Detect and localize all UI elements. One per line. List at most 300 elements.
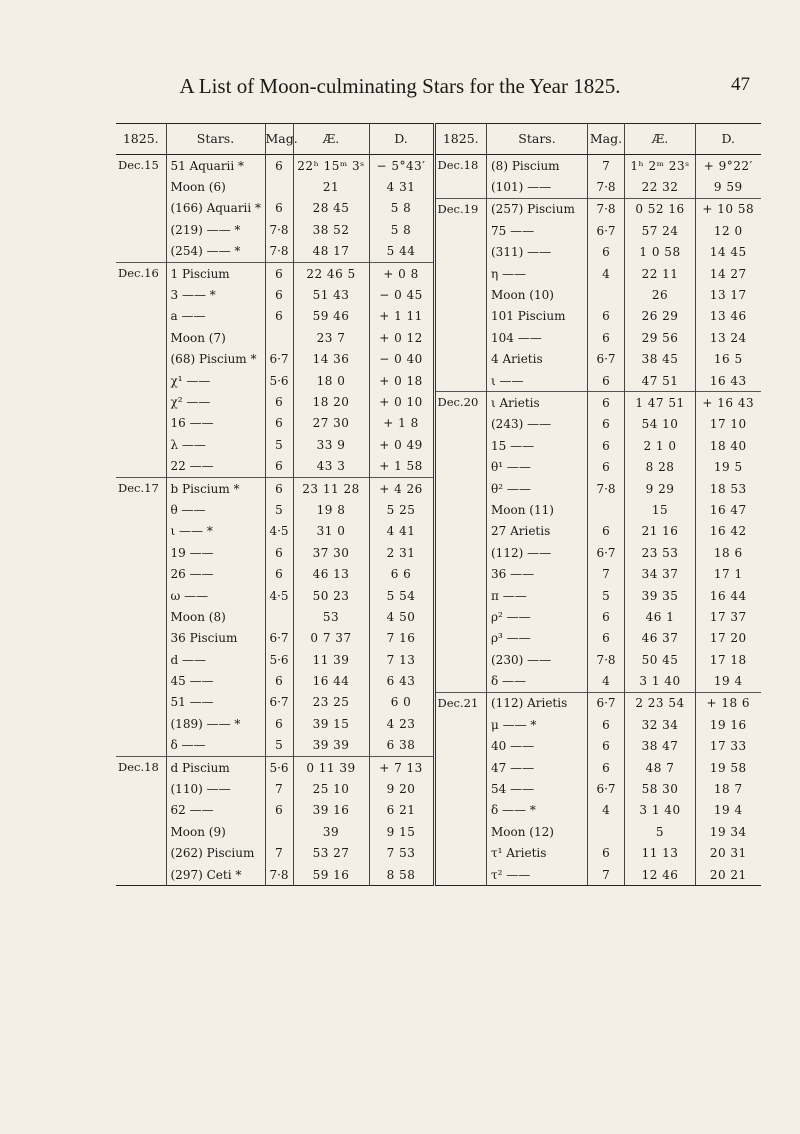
date-cell — [436, 649, 487, 670]
table-row — [116, 219, 434, 240]
magnitude-cell — [265, 606, 293, 627]
table-row — [116, 241, 434, 263]
date-cell — [116, 735, 166, 757]
star-name-cell: θ —— — [166, 499, 265, 520]
declination-cell: 4 50 — [386, 609, 416, 624]
magnitude-cell: 6 — [588, 327, 625, 348]
magnitude-cell — [265, 327, 293, 348]
header-stars: Stars. — [166, 124, 265, 155]
right-ascension-cell: 37 30 — [293, 542, 369, 563]
table-row — [436, 306, 761, 327]
declination-cell: 20 21 — [696, 864, 761, 886]
star-name-cell: b Piscium * — [166, 477, 265, 499]
magnitude-cell — [588, 284, 625, 305]
declination-cell: 13 17 — [709, 288, 747, 303]
star-name-cell: (257) Piscium — [487, 198, 588, 220]
star-name-cell: d —— — [166, 649, 265, 670]
declination-cell: 4 41 — [386, 524, 416, 539]
right-ascension-cell: 46 37 — [625, 628, 696, 649]
star-name-cell: (254) —— * — [166, 241, 265, 263]
right-ascension-cell: 22 32 — [625, 176, 696, 198]
table-row — [116, 434, 434, 455]
date-cell — [436, 778, 487, 799]
star-name-cell: 4 Arietis — [487, 349, 588, 370]
declination-cell: 7 53 — [386, 846, 416, 861]
right-ascension-cell: 27 30 — [293, 413, 369, 434]
star-name-cell: δ —— * — [487, 800, 588, 821]
declination-cell: 9 59 — [713, 180, 743, 195]
star-name-cell: (230) —— — [487, 649, 588, 670]
date-cell — [116, 800, 166, 821]
table-row — [436, 456, 761, 477]
declination-cell: + 16 43 — [696, 392, 761, 414]
right-ascension-cell: 50 45 — [625, 649, 696, 670]
star-name-cell: ι Arietis — [487, 392, 588, 414]
star-name-cell: Moon (8) — [166, 606, 265, 627]
star-name-cell: (166) Aquarii * — [166, 198, 265, 219]
date-cell — [116, 198, 166, 219]
right-ascension-cell: 39 35 — [625, 585, 696, 606]
magnitude-cell: 6 — [265, 198, 293, 219]
magnitude-cell: 6·7 — [588, 778, 625, 799]
magnitude-cell — [588, 499, 625, 520]
right-ascension-cell: 48 17 — [293, 241, 369, 263]
declination-cell: 4 23 — [386, 716, 416, 731]
star-name-cell: θ² —— — [487, 478, 588, 499]
date-cell — [436, 736, 487, 757]
declination-cell: + 0 10 — [379, 394, 423, 409]
star-name-cell: τ² —— — [487, 864, 588, 886]
right-ascension-cell: 9 29 — [625, 478, 696, 499]
date-cell — [116, 499, 166, 520]
magnitude-cell: 6 — [588, 757, 625, 778]
table-row — [116, 756, 434, 778]
star-name-cell: 51 Aquarii * — [166, 155, 265, 177]
magnitude-cell: 6 — [588, 521, 625, 542]
right-ascension-cell: 32 34 — [625, 714, 696, 735]
declination-cell: + 0 18 — [379, 373, 423, 388]
star-name-cell: (311) —— — [487, 242, 588, 263]
star-name-cell: 62 —— — [166, 800, 265, 821]
date-cell: Dec.20 — [436, 392, 487, 414]
declination-cell: 7 16 — [386, 631, 416, 646]
star-name-cell: 54 —— — [487, 778, 588, 799]
star-name-cell: ρ³ —— — [487, 628, 588, 649]
star-name-cell: 36 Piscium — [166, 628, 265, 649]
star-name-cell: 75 —— — [487, 220, 588, 241]
declination-cell: 9 20 — [386, 782, 416, 797]
date-cell — [436, 757, 487, 778]
right-table-body — [436, 155, 761, 886]
star-name-cell: (219) —— * — [166, 219, 265, 240]
star-name-cell: 22 —— — [166, 455, 265, 477]
declination-cell: 6 38 — [386, 738, 416, 753]
right-ascension-cell: 22 11 — [625, 263, 696, 284]
magnitude-cell: 7·8 — [588, 478, 625, 499]
header-ra: Æ. — [625, 124, 696, 155]
star-name-cell: ι —— — [487, 370, 588, 392]
declination-cell: 8 58 — [369, 864, 434, 886]
right-star-table — [436, 123, 761, 886]
header-dec: D. — [696, 124, 761, 155]
table-row — [436, 478, 761, 499]
star-name-cell: (112) —— — [487, 542, 588, 563]
right-ascension-cell: 0 7 37 — [293, 628, 369, 649]
magnitude-cell: 6 — [588, 736, 625, 757]
date-cell — [116, 692, 166, 713]
declination-cell: 18 7 — [713, 782, 743, 797]
date-cell — [436, 435, 487, 456]
right-ascension-cell: 3 1 40 — [625, 670, 696, 692]
right-ascension-cell: 39 — [293, 821, 369, 842]
star-name-cell: Moon (6) — [166, 176, 265, 197]
table-row — [116, 327, 434, 348]
declination-cell: 18 53 — [709, 481, 747, 496]
magnitude-cell: 6 — [265, 413, 293, 434]
magnitude-cell: 7 — [265, 843, 293, 864]
table-row — [116, 800, 434, 821]
date-cell — [436, 263, 487, 284]
table-row — [116, 713, 434, 734]
date-cell — [116, 306, 166, 327]
table-row — [436, 628, 761, 649]
header-year: 1825. — [116, 124, 166, 155]
star-name-cell: λ —— — [166, 434, 265, 455]
star-name-cell: (112) Arietis — [487, 692, 588, 714]
declination-cell: 19 34 — [709, 824, 747, 839]
table-row — [116, 155, 434, 177]
declination-cell: 2 31 — [386, 545, 416, 560]
star-name-cell: 45 —— — [166, 670, 265, 691]
magnitude-cell: 5·6 — [265, 756, 293, 778]
star-name-cell: 47 —— — [487, 757, 588, 778]
magnitude-cell: 5 — [265, 434, 293, 455]
date-cell: Dec.19 — [436, 198, 487, 220]
magnitude-cell: 7·8 — [265, 864, 293, 886]
magnitude-cell: 7·8 — [588, 176, 625, 198]
table-row — [116, 649, 434, 670]
right-ascension-cell: 23 7 — [293, 327, 369, 348]
date-cell: Dec.18 — [116, 756, 166, 778]
star-name-cell: 19 —— — [166, 542, 265, 563]
date-cell — [436, 327, 487, 348]
table-row — [436, 155, 761, 177]
table-row — [116, 391, 434, 412]
magnitude-cell: 6 — [588, 414, 625, 435]
declination-cell: 19 16 — [709, 717, 747, 732]
date-cell — [116, 821, 166, 842]
right-ascension-cell: 19 8 — [293, 499, 369, 520]
star-name-cell: χ¹ —— — [166, 370, 265, 391]
magnitude-cell: 6 — [588, 606, 625, 627]
right-ascension-cell: 58 30 — [625, 778, 696, 799]
magnitude-cell: 7·8 — [588, 198, 625, 220]
magnitude-cell: 6 — [265, 713, 293, 734]
magnitude-cell: 6·7 — [265, 692, 293, 713]
magnitude-cell: 6 — [265, 155, 293, 177]
magnitude-cell: 4·5 — [265, 585, 293, 606]
table-row — [436, 670, 761, 692]
date-cell — [436, 542, 487, 563]
declination-cell: 9 15 — [386, 824, 416, 839]
table-row — [116, 262, 434, 284]
date-cell — [436, 521, 487, 542]
date-cell — [116, 670, 166, 691]
magnitude-cell: 6 — [588, 306, 625, 327]
declination-cell: − 5°43′ — [376, 158, 426, 173]
table-row — [436, 714, 761, 735]
right-ascension-cell: 38 45 — [625, 349, 696, 370]
star-name-cell: Moon (10) — [487, 284, 588, 305]
right-header-row — [436, 124, 761, 155]
magnitude-cell: 6 — [265, 670, 293, 691]
star-name-cell: 36 —— — [487, 563, 588, 584]
star-name-cell: (189) —— * — [166, 713, 265, 734]
date-cell — [116, 521, 166, 542]
date-cell — [116, 585, 166, 606]
right-ascension-cell: 15 — [625, 499, 696, 520]
declination-cell: 6 43 — [386, 674, 416, 689]
magnitude-cell: 6 — [265, 542, 293, 563]
header-mag: Mag. — [588, 124, 625, 155]
table-row — [116, 521, 434, 542]
star-name-cell: (110) —— — [166, 778, 265, 799]
declination-cell: 5 8 — [390, 222, 412, 237]
star-name-cell: 101 Piscium — [487, 306, 588, 327]
declination-cell: 19 4 — [713, 803, 743, 818]
page-number: 47 — [731, 74, 750, 95]
date-cell — [116, 843, 166, 864]
declination-cell: 16 44 — [709, 588, 747, 603]
star-name-cell: 104 —— — [487, 327, 588, 348]
star-name-cell: θ¹ —— — [487, 456, 588, 477]
star-name-cell: (8) Piscium — [487, 155, 588, 177]
right-ascension-cell: 38 52 — [293, 219, 369, 240]
table-row — [436, 176, 761, 198]
date-cell: Dec.16 — [116, 262, 166, 284]
date-cell — [436, 414, 487, 435]
table-row — [436, 821, 761, 842]
date-cell — [436, 370, 487, 392]
star-name-cell: δ —— — [487, 670, 588, 692]
magnitude-cell: 5 — [265, 499, 293, 520]
magnitude-cell: 6 — [265, 391, 293, 412]
declination-cell: 16 5 — [713, 352, 743, 367]
star-name-cell: π —— — [487, 585, 588, 606]
magnitude-cell: 4 — [588, 263, 625, 284]
magnitude-cell — [265, 176, 293, 197]
star-name-cell: 15 —— — [487, 435, 588, 456]
date-cell — [436, 306, 487, 327]
date-cell — [436, 714, 487, 735]
magnitude-cell: 6·7 — [588, 349, 625, 370]
right-ascension-cell: 18 20 — [293, 391, 369, 412]
star-name-cell: μ —— * — [487, 714, 588, 735]
date-cell — [436, 821, 487, 842]
right-ascension-cell: 26 29 — [625, 306, 696, 327]
declination-cell: + 0 12 — [379, 330, 423, 345]
declination-cell: + 1 58 — [379, 459, 423, 474]
right-ascension-cell: 21 — [293, 176, 369, 197]
right-ascension-cell: 0 11 39 — [293, 756, 369, 778]
declination-cell: 14 27 — [709, 266, 747, 281]
declination-cell: 14 45 — [709, 245, 747, 260]
left-header-row — [116, 124, 434, 155]
table-row — [436, 521, 761, 542]
right-ascension-cell: 2 1 0 — [625, 435, 696, 456]
declination-cell: 19 58 — [709, 760, 747, 775]
magnitude-cell: 6 — [265, 477, 293, 499]
right-ascension-cell: 25 10 — [293, 778, 369, 799]
star-name-cell: ι —— * — [166, 521, 265, 542]
date-cell — [116, 778, 166, 799]
right-ascension-cell: 11 39 — [293, 649, 369, 670]
table-row — [436, 649, 761, 670]
table-row — [436, 542, 761, 563]
magnitude-cell: 7·8 — [588, 649, 625, 670]
declination-cell: 16 42 — [709, 524, 747, 539]
magnitude-cell: 6 — [588, 628, 625, 649]
magnitude-cell: 5·6 — [265, 370, 293, 391]
table-row — [116, 284, 434, 305]
table-row — [116, 542, 434, 563]
right-ascension-cell: 50 23 — [293, 585, 369, 606]
declination-cell: 16 43 — [709, 373, 747, 388]
right-ascension-cell: 31 0 — [293, 521, 369, 542]
date-cell — [436, 349, 487, 370]
table-row — [116, 606, 434, 627]
magnitude-cell: 7 — [588, 155, 625, 177]
table-row — [116, 692, 434, 713]
table-row — [116, 563, 434, 584]
magnitude-cell — [588, 821, 625, 842]
right-ascension-cell: 46 13 — [293, 563, 369, 584]
declination-cell: 17 20 — [709, 631, 747, 646]
right-ascension-cell: 21 16 — [625, 521, 696, 542]
declination-cell: 5 25 — [386, 502, 416, 517]
magnitude-cell: 6 — [588, 456, 625, 477]
right-ascension-cell: 53 — [293, 606, 369, 627]
magnitude-cell: 6 — [265, 262, 293, 284]
star-name-cell: (262) Piscium — [166, 843, 265, 864]
date-cell — [436, 628, 487, 649]
magnitude-cell: 6 — [265, 284, 293, 305]
right-ascension-cell: 51 43 — [293, 284, 369, 305]
date-cell — [436, 242, 487, 263]
table-row — [436, 284, 761, 305]
right-ascension-cell: 34 37 — [625, 563, 696, 584]
declination-cell: 5 54 — [386, 588, 416, 603]
date-cell — [116, 284, 166, 305]
date-cell: Dec.17 — [116, 477, 166, 499]
star-name-cell: χ² —— — [166, 391, 265, 412]
magnitude-cell: 6 — [588, 370, 625, 392]
date-cell — [436, 585, 487, 606]
table-row — [116, 370, 434, 391]
date-cell — [436, 670, 487, 692]
table-row — [436, 198, 761, 220]
star-name-cell: ω —— — [166, 585, 265, 606]
star-name-cell: Moon (7) — [166, 327, 265, 348]
star-name-cell: Moon (9) — [166, 821, 265, 842]
declination-cell: 19 5 — [713, 460, 743, 475]
right-ascension-cell: 23 11 28 — [293, 477, 369, 499]
date-cell — [116, 864, 166, 886]
declination-cell: 13 24 — [709, 330, 747, 345]
declination-cell: 16 47 — [709, 502, 747, 517]
star-name-cell: 27 Arietis — [487, 521, 588, 542]
date-cell — [436, 456, 487, 477]
star-name-cell: (297) Ceti * — [166, 864, 265, 886]
declination-cell: 17 33 — [709, 739, 747, 754]
date-cell — [436, 864, 487, 886]
star-name-cell: Moon (11) — [487, 499, 588, 520]
date-cell — [436, 606, 487, 627]
table-row — [436, 392, 761, 414]
star-name-cell: Moon (12) — [487, 821, 588, 842]
table-row — [116, 628, 434, 649]
star-name-cell: (68) Piscium * — [166, 349, 265, 370]
date-cell: Dec.21 — [436, 692, 487, 714]
right-ascension-cell: 29 56 — [625, 327, 696, 348]
date-cell — [116, 606, 166, 627]
table-row — [436, 499, 761, 520]
right-ascension-cell: 23 25 — [293, 692, 369, 713]
table-row — [436, 606, 761, 627]
magnitude-cell: 6·7 — [588, 220, 625, 241]
declination-cell: 17 1 — [713, 567, 743, 582]
magnitude-cell: 6 — [588, 392, 625, 414]
page-title: A List of Moon-culminating Stars for the Year 1825. — [179, 74, 621, 98]
declination-cell: + 4 26 — [369, 477, 434, 499]
declination-cell: + 0 8 — [369, 262, 434, 284]
date-cell — [436, 478, 487, 499]
right-ascension-cell: 1ʰ 2ᵐ 23ˢ — [625, 155, 696, 177]
table-row — [116, 843, 434, 864]
right-ascension-cell: 46 1 — [625, 606, 696, 627]
right-ascension-cell: 22ʰ 15ᵐ 3ˢ — [293, 155, 369, 177]
right-ascension-cell: 0 52 16 — [625, 198, 696, 220]
date-cell — [116, 713, 166, 734]
magnitude-cell: 6 — [588, 435, 625, 456]
right-ascension-cell: 26 — [625, 284, 696, 305]
right-ascension-cell: 3 1 40 — [625, 800, 696, 821]
date-cell — [116, 176, 166, 197]
header-stars: Stars. — [487, 124, 588, 155]
star-name-cell: a —— — [166, 306, 265, 327]
star-name-cell: 40 —— — [487, 736, 588, 757]
right-ascension-cell: 48 7 — [625, 757, 696, 778]
declination-cell: 4 31 — [386, 180, 416, 195]
declination-cell: + 1 11 — [379, 309, 423, 324]
declination-cell: + 7 13 — [369, 756, 434, 778]
left-star-table — [116, 123, 436, 886]
star-name-cell: 16 —— — [166, 413, 265, 434]
declination-cell: 19 4 — [713, 674, 743, 689]
declination-cell: 17 37 — [709, 609, 747, 624]
header-dec: D. — [369, 124, 434, 155]
star-name-cell: δ —— — [166, 735, 265, 757]
right-ascension-cell: 59 46 — [293, 306, 369, 327]
table-row — [436, 692, 761, 714]
right-ascension-cell: 38 47 — [625, 736, 696, 757]
table-row — [436, 414, 761, 435]
declination-cell: 13 46 — [709, 309, 747, 324]
magnitude-cell: 4·5 — [265, 521, 293, 542]
right-ascension-cell: 5 — [625, 821, 696, 842]
table-row — [116, 413, 434, 434]
declination-cell: 18 40 — [709, 438, 747, 453]
